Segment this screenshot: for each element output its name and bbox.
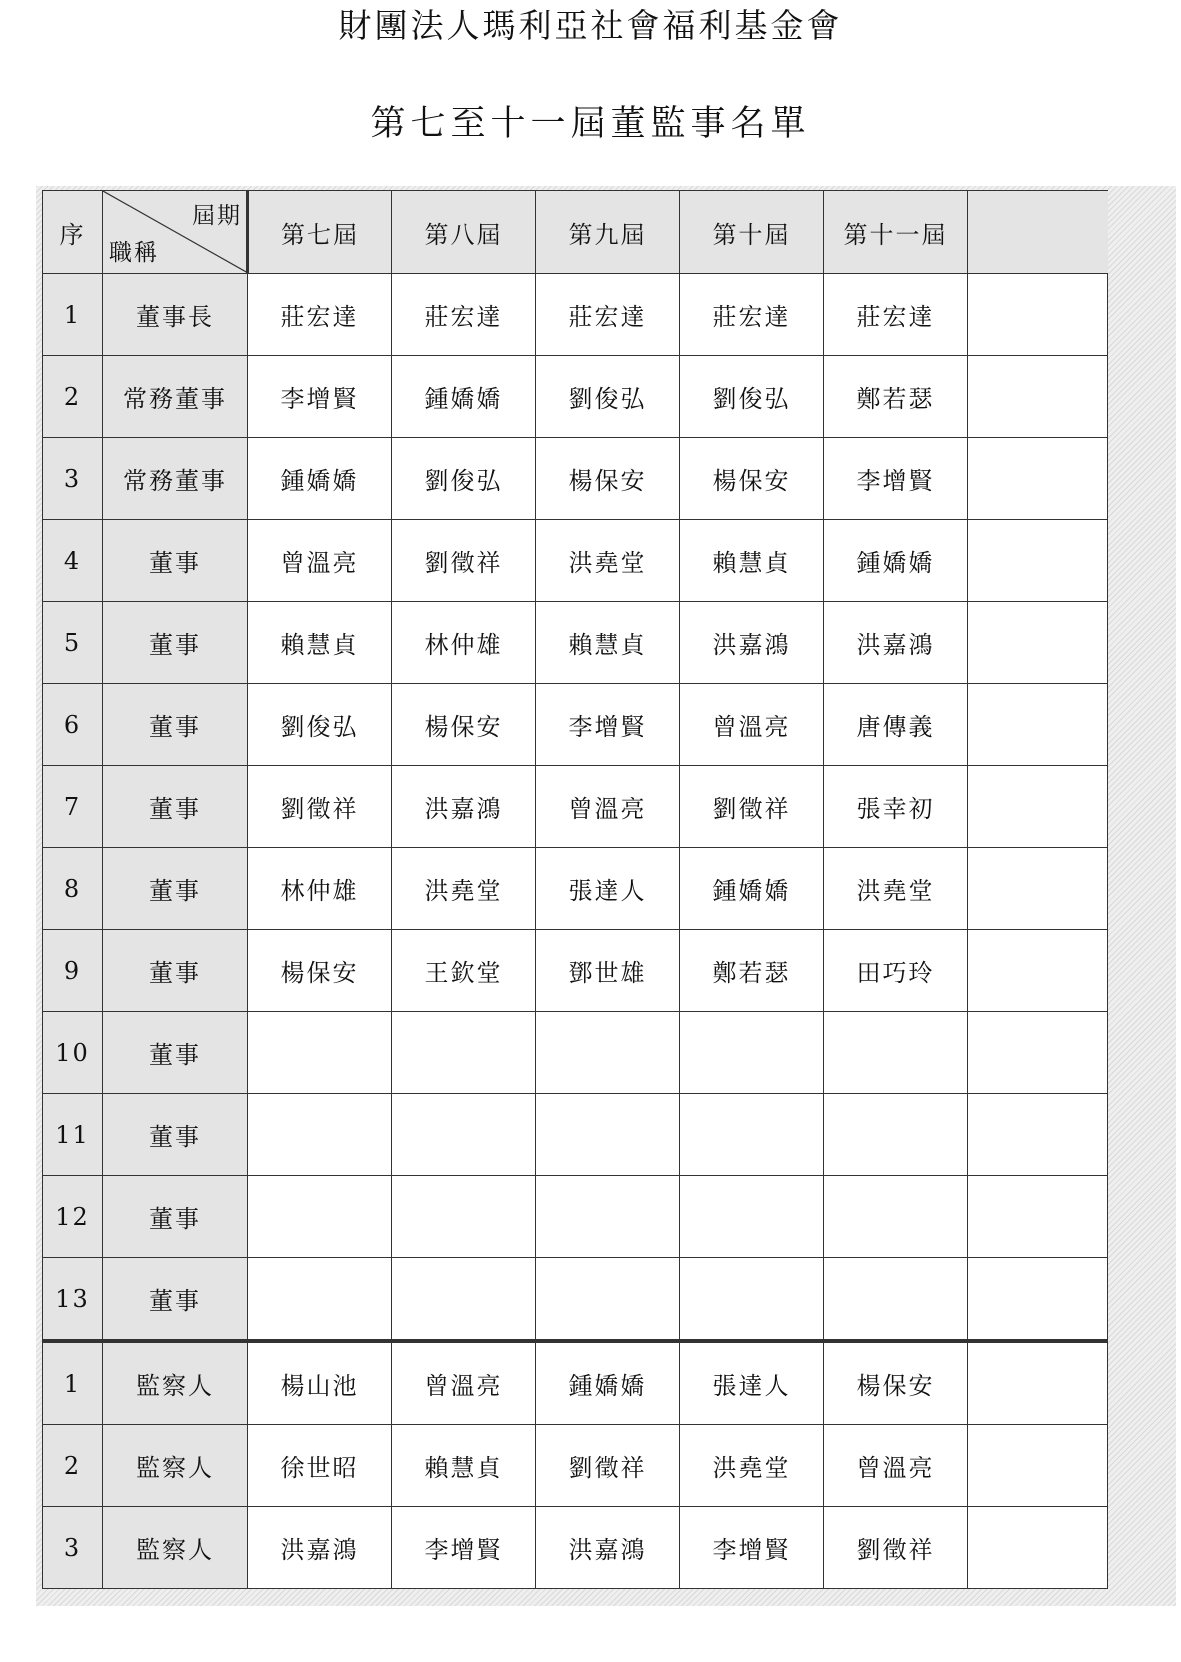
row-seq-number: 7: [43, 766, 103, 848]
member-name-cell: 曾溫亮: [248, 520, 392, 602]
row-seq-number: 1: [43, 274, 103, 356]
table-row: [43, 1425, 1108, 1507]
term-header-7: 第七屆: [248, 191, 392, 274]
blank-cell: [968, 1425, 1108, 1507]
blank-cell: [968, 1258, 1108, 1342]
member-name-cell: 劉俊弘: [536, 356, 680, 438]
row-position-title: 常務董事: [103, 438, 248, 520]
member-name-cell: [824, 1258, 968, 1342]
member-name-cell: 楊山池: [248, 1341, 392, 1425]
member-name-cell: 劉徵祥: [248, 766, 392, 848]
member-name-cell: 洪嘉鴻: [536, 1507, 680, 1589]
member-name-cell: 曾溫亮: [824, 1425, 968, 1507]
member-name-cell: 洪堯堂: [392, 848, 536, 930]
row-position-title: 董事: [103, 684, 248, 766]
member-name-cell: 曾溫亮: [536, 766, 680, 848]
member-name-cell: 張幸初: [824, 766, 968, 848]
blank-cell: [968, 1341, 1108, 1425]
member-name-cell: 鍾嬌嬌: [824, 520, 968, 602]
member-name-cell: [680, 1258, 824, 1342]
row-seq-number: 10: [43, 1012, 103, 1094]
row-seq-number: 12: [43, 1176, 103, 1258]
title-axis-label: 職稱: [109, 240, 159, 266]
member-name-cell: 洪堯堂: [680, 1425, 824, 1507]
blank-cell: [968, 684, 1108, 766]
member-name-cell: 洪嘉鴻: [392, 766, 536, 848]
member-name-cell: 王欽堂: [392, 930, 536, 1012]
blank-cell: [968, 930, 1108, 1012]
table-row: [43, 684, 1108, 766]
member-name-cell: 鍾嬌嬌: [248, 438, 392, 520]
blank-cell: [968, 274, 1108, 356]
term-header-8: 第八屆: [392, 191, 536, 274]
member-name-cell: 楊保安: [680, 438, 824, 520]
member-name-cell: 劉徵祥: [680, 766, 824, 848]
row-position-title: 董事: [103, 766, 248, 848]
member-name-cell: 鍾嬌嬌: [680, 848, 824, 930]
member-name-cell: 劉俊弘: [248, 684, 392, 766]
member-name-cell: [392, 1176, 536, 1258]
member-name-cell: 洪堯堂: [536, 520, 680, 602]
member-name-cell: 李增賢: [824, 438, 968, 520]
table-row: [43, 766, 1108, 848]
member-name-cell: 唐傳義: [824, 684, 968, 766]
member-name-cell: 莊宏達: [248, 274, 392, 356]
member-name-cell: 田巧玲: [824, 930, 968, 1012]
row-position-title: 董事: [103, 1094, 248, 1176]
table-row: [43, 520, 1108, 602]
table-row: [43, 1094, 1108, 1176]
blank-cell: [968, 1094, 1108, 1176]
member-name-cell: 曾溫亮: [392, 1341, 536, 1425]
member-name-cell: 洪嘉鴻: [248, 1507, 392, 1589]
row-position-title: 監察人: [103, 1507, 248, 1589]
row-position-title: 董事: [103, 848, 248, 930]
member-name-cell: 莊宏達: [824, 274, 968, 356]
member-name-cell: 曾溫亮: [680, 684, 824, 766]
member-name-cell: [248, 1176, 392, 1258]
member-name-cell: [248, 1012, 392, 1094]
table-row: [43, 1507, 1108, 1589]
blank-header-cell: [968, 191, 1108, 274]
member-name-cell: 劉徵祥: [392, 520, 536, 602]
blank-cell: [968, 356, 1108, 438]
member-name-cell: [536, 1176, 680, 1258]
board-table-body: [43, 274, 1108, 1589]
member-name-cell: 洪堯堂: [824, 848, 968, 930]
table-row: [43, 930, 1108, 1012]
member-name-cell: [824, 1094, 968, 1176]
board-table-frame: [36, 186, 1176, 1606]
member-name-cell: [824, 1176, 968, 1258]
row-seq-number: 1: [43, 1341, 103, 1425]
member-name-cell: [680, 1176, 824, 1258]
row-position-title: 董事: [103, 1258, 248, 1342]
member-name-cell: 徐世昭: [248, 1425, 392, 1507]
title-term-diagonal-header: [103, 191, 248, 274]
member-name-cell: 鄭若瑟: [680, 930, 824, 1012]
member-name-cell: [680, 1094, 824, 1176]
member-name-cell: 洪嘉鴻: [824, 602, 968, 684]
member-name-cell: 莊宏達: [680, 274, 824, 356]
member-name-cell: 劉俊弘: [392, 438, 536, 520]
member-name-cell: 洪嘉鴻: [680, 602, 824, 684]
member-name-cell: 張達人: [680, 1341, 824, 1425]
row-position-title: 常務董事: [103, 356, 248, 438]
row-position-title: 監察人: [103, 1425, 248, 1507]
member-name-cell: [680, 1012, 824, 1094]
row-seq-number: 8: [43, 848, 103, 930]
member-name-cell: 劉徵祥: [824, 1507, 968, 1589]
member-name-cell: 楊保安: [536, 438, 680, 520]
row-seq-number: 4: [43, 520, 103, 602]
table-row: [43, 1176, 1108, 1258]
member-name-cell: 劉俊弘: [680, 356, 824, 438]
member-name-cell: 林仲雄: [248, 848, 392, 930]
table-row: [43, 274, 1108, 356]
blank-cell: [968, 1507, 1108, 1589]
document-title: 財團法人瑪利亞社會福利基金會: [338, 6, 843, 45]
row-seq-number: 2: [43, 356, 103, 438]
member-name-cell: 楊保安: [824, 1341, 968, 1425]
blank-cell: [968, 1176, 1108, 1258]
row-position-title: 董事長: [103, 274, 248, 356]
member-name-cell: [536, 1258, 680, 1342]
member-name-cell: [536, 1012, 680, 1094]
member-name-cell: [248, 1258, 392, 1342]
row-seq-number: 2: [43, 1425, 103, 1507]
member-name-cell: 鄧世雄: [536, 930, 680, 1012]
member-name-cell: 鍾嬌嬌: [392, 356, 536, 438]
table-row: [43, 1341, 1108, 1425]
member-name-cell: 賴慧貞: [392, 1425, 536, 1507]
term-axis-label: 屆期: [192, 203, 242, 229]
blank-cell: [968, 438, 1108, 520]
table-row: [43, 356, 1108, 438]
blank-cell: [968, 520, 1108, 602]
member-name-cell: 鍾嬌嬌: [536, 1341, 680, 1425]
member-name-cell: 李增賢: [392, 1507, 536, 1589]
row-position-title: 董事: [103, 520, 248, 602]
table-row: [43, 1012, 1108, 1094]
table-row: [43, 1258, 1108, 1342]
member-name-cell: 莊宏達: [536, 274, 680, 356]
table-row: [43, 602, 1108, 684]
member-name-cell: 賴慧貞: [248, 602, 392, 684]
member-name-cell: 賴慧貞: [680, 520, 824, 602]
table-row: [43, 848, 1108, 930]
member-name-cell: [536, 1094, 680, 1176]
row-position-title: 董事: [103, 1012, 248, 1094]
table-row: [43, 438, 1108, 520]
row-position-title: 監察人: [103, 1341, 248, 1425]
seq-column-header: 序: [43, 191, 103, 274]
member-name-cell: 張達人: [536, 848, 680, 930]
member-name-cell: 林仲雄: [392, 602, 536, 684]
member-name-cell: 賴慧貞: [536, 602, 680, 684]
row-position-title: 董事: [103, 930, 248, 1012]
row-seq-number: 9: [43, 930, 103, 1012]
term-header-10: 第十屆: [680, 191, 824, 274]
blank-cell: [968, 602, 1108, 684]
member-name-cell: 楊保安: [248, 930, 392, 1012]
term-header-11: 第十一屆: [824, 191, 968, 274]
member-name-cell: 鄭若瑟: [824, 356, 968, 438]
row-seq-number: 3: [43, 438, 103, 520]
row-seq-number: 13: [43, 1258, 103, 1342]
term-header-9: 第九屆: [536, 191, 680, 274]
document-subtitle: 第七至十一屆董監事名單: [370, 104, 811, 144]
row-seq-number: 6: [43, 684, 103, 766]
table-header-row: [43, 191, 1108, 274]
member-name-cell: 莊宏達: [392, 274, 536, 356]
board-members-table: [42, 190, 1108, 1589]
row-position-title: 董事: [103, 602, 248, 684]
member-name-cell: [392, 1012, 536, 1094]
member-name-cell: [392, 1094, 536, 1176]
row-seq-number: 5: [43, 602, 103, 684]
member-name-cell: [392, 1258, 536, 1342]
row-seq-number: 3: [43, 1507, 103, 1589]
member-name-cell: 李增賢: [248, 356, 392, 438]
member-name-cell: 楊保安: [392, 684, 536, 766]
member-name-cell: 劉徵祥: [536, 1425, 680, 1507]
blank-cell: [968, 766, 1108, 848]
blank-cell: [968, 1012, 1108, 1094]
row-position-title: 董事: [103, 1176, 248, 1258]
member-name-cell: [824, 1012, 968, 1094]
blank-cell: [968, 848, 1108, 930]
member-name-cell: [248, 1094, 392, 1176]
row-seq-number: 11: [43, 1094, 103, 1176]
member-name-cell: 李增賢: [536, 684, 680, 766]
member-name-cell: 李增賢: [680, 1507, 824, 1589]
